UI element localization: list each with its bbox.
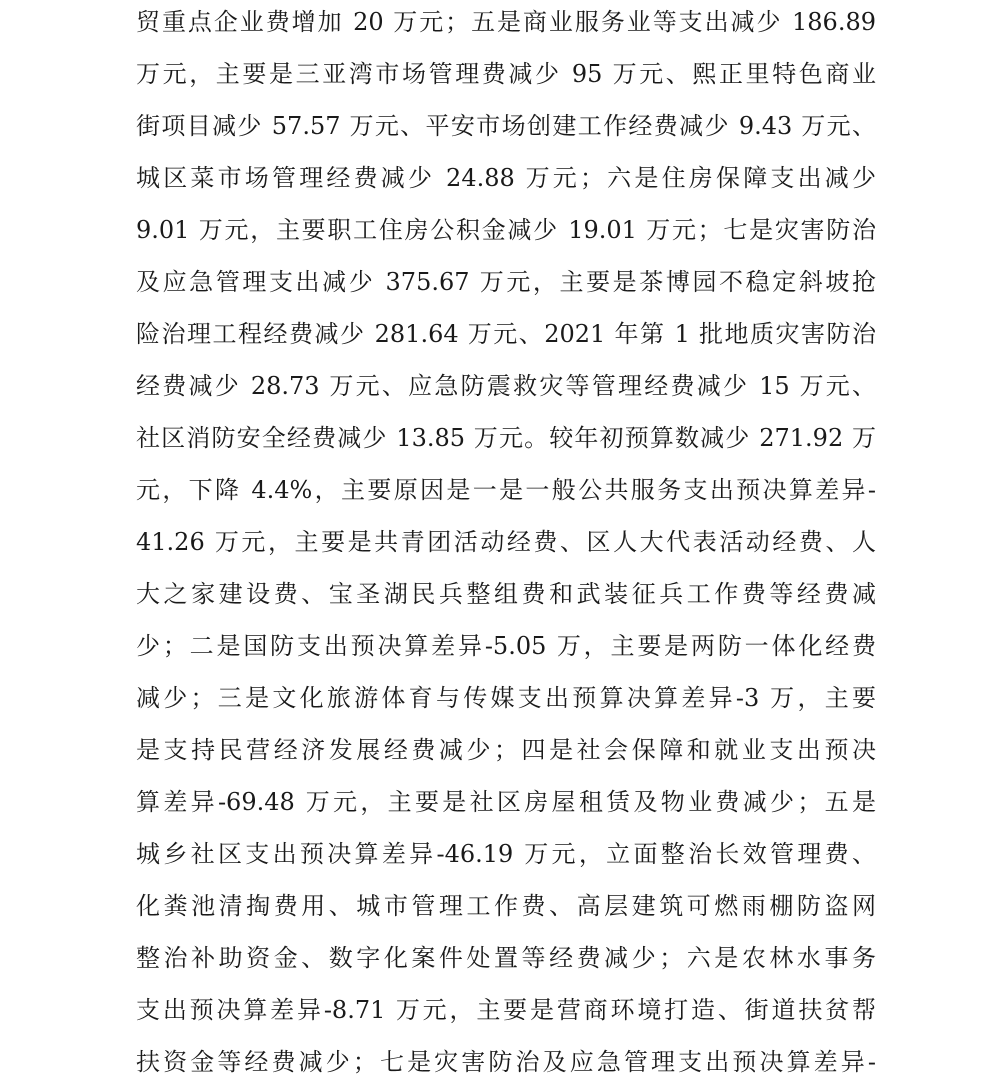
text-line: 是支持民营经济发展经费减少；四是社会保障和就业支出预决	[136, 736, 876, 764]
text-line: 街项目减少 57.57 万元、平安市场创建工作经费减少 9.43 万元、	[136, 112, 876, 140]
text-line: 社区消防安全经费减少 13.85 万元。较年初预算数减少 271.92 万	[136, 424, 876, 452]
text-line: 少；二是国防支出预决算差异-5.05 万，主要是两防一体化经费	[136, 632, 876, 660]
text-line: 9.01 万元，主要职工住房公积金减少 19.01 万元；七是灾害防治	[136, 216, 876, 244]
text-line: 经费减少 28.73 万元、应急防震救灾等管理经费减少 15 万元、	[136, 372, 876, 400]
text-line: 支出预决算差异-8.71 万元，主要是营商环境打造、街道扶贫帮	[136, 996, 876, 1024]
text-line: 扶资金等经费减少；七是灾害防治及应急管理支出预决算差异-	[136, 1048, 876, 1076]
text-line: 大之家建设费、宝圣湖民兵整组费和武装征兵工作费等经费减	[136, 580, 876, 608]
text-line: 算差异-69.48 万元，主要是社区房屋租赁及物业费减少；五是	[136, 788, 876, 816]
text-line: 万元，主要是三亚湾市场管理费减少 95 万元、熙正里特色商业	[136, 60, 876, 88]
text-line: 化粪池清掏费用、城市管理工作费、高层建筑可燃雨棚防盗网	[136, 892, 876, 920]
text-line: 贸重点企业费增加 20 万元；五是商业服务业等支出减少 186.89	[136, 8, 876, 36]
text-line: 险治理工程经费减少 281.64 万元、2021 年第 1 批地质灾害防治	[136, 320, 876, 348]
text-line: 城区菜市场管理经费减少 24.88 万元；六是住房保障支出减少	[136, 164, 876, 192]
text-line: 41.26 万元，主要是共青团活动经费、区人大代表活动经费、人	[136, 528, 876, 556]
text-line: 城乡社区支出预决算差异-46.19 万元，立面整治长效管理费、	[136, 840, 876, 868]
text-line: 减少；三是文化旅游体育与传媒支出预算决算差异-3 万，主要	[136, 684, 876, 712]
text-line: 元，下降 4.4%，主要原因是一是一般公共服务支出预决算差异-	[136, 476, 876, 504]
text-line: 整治补助资金、数字化案件处置等经费减少；六是农林水事务	[136, 944, 876, 972]
text-line: 及应急管理支出减少 375.67 万元，主要是茶博园不稳定斜坡抢	[136, 268, 876, 296]
